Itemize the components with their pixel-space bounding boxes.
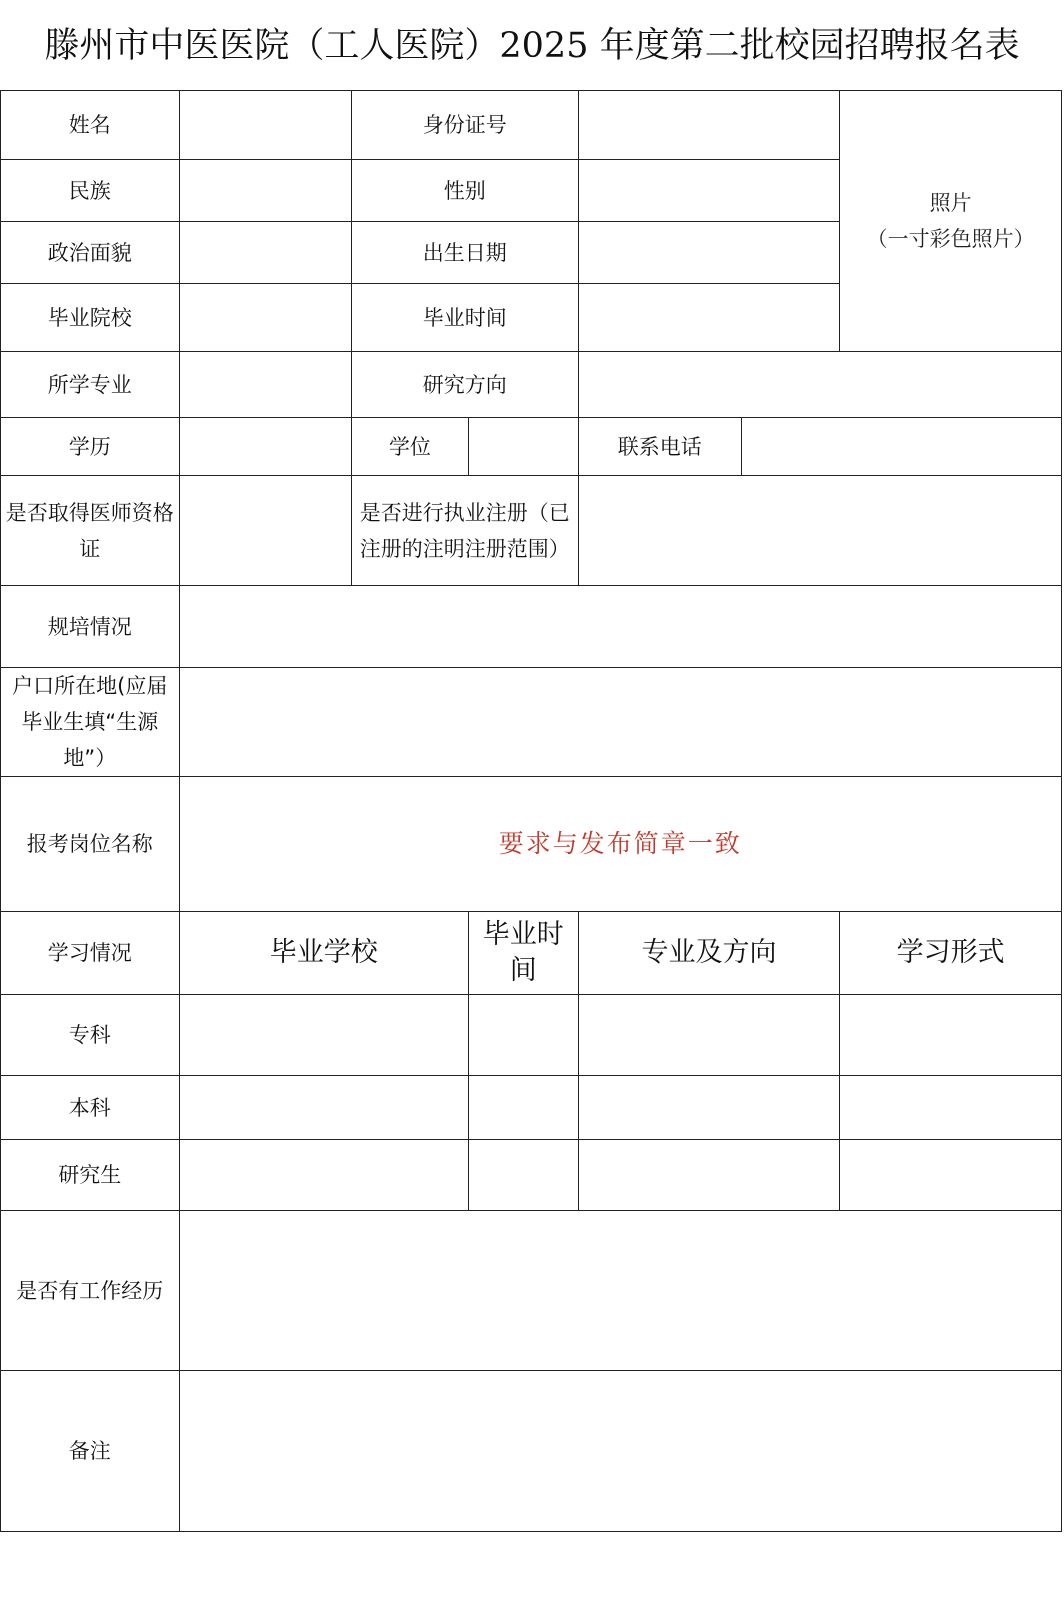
birth-date-field[interactable] [578,222,840,284]
residency-training-label: 规培情况 [1,586,180,668]
junior-college-school-field[interactable] [179,995,468,1076]
political-status-label: 政治面貌 [1,222,180,284]
political-status-field[interactable] [179,222,351,284]
junior-college-label: 专科 [1,995,180,1076]
junior-college-time-field[interactable] [468,995,578,1076]
graduation-time-label: 毕业时间 [351,284,578,352]
name-label: 姓名 [1,91,180,160]
physician-cert-label: 是否取得医师资格证 [1,476,180,586]
graduate-school-label: 毕业院校 [1,284,180,352]
position-applied-label: 报考岗位名称 [1,777,180,912]
ethnicity-label: 民族 [1,160,180,222]
time-column-header: 毕业时间 [468,912,578,995]
form-column-header: 学习形式 [840,912,1062,995]
practice-registration-field[interactable] [578,476,1061,586]
education-field[interactable] [179,418,351,476]
birth-date-label: 出生日期 [351,222,578,284]
undergraduate-major-field[interactable] [578,1076,840,1140]
major-field[interactable] [179,352,351,418]
postgraduate-school-field[interactable] [179,1140,468,1211]
remarks-label: 备注 [1,1371,180,1532]
undergraduate-time-field[interactable] [468,1076,578,1140]
remarks-field[interactable] [179,1371,1061,1532]
physician-cert-field[interactable] [179,476,351,586]
study-history-label: 学习情况 [1,912,180,995]
phone-field[interactable] [741,418,1061,476]
major-column-header: 专业及方向 [578,912,840,995]
undergraduate-label: 本科 [1,1076,180,1140]
graduation-time-field[interactable] [578,284,840,352]
postgraduate-form-field[interactable] [840,1140,1062,1211]
id-number-field[interactable] [578,91,840,160]
ethnicity-field[interactable] [179,160,351,222]
household-registration-field[interactable] [179,668,1061,777]
gender-field[interactable] [578,160,840,222]
junior-college-form-field[interactable] [840,995,1062,1076]
name-field[interactable] [179,91,351,160]
residency-training-field[interactable] [179,586,1061,668]
position-applied-field[interactable]: 要求与发布简章一致 [179,777,1061,912]
household-registration-label: 户口所在地(应届毕业生填“生源地”） [1,668,180,777]
registration-form-table [0,90,1062,1532]
research-direction-label: 研究方向 [351,352,578,418]
school-column-header: 毕业学校 [179,912,468,995]
research-direction-field[interactable] [578,352,1061,418]
gender-label: 性别 [351,160,578,222]
photo-size-note: （一寸彩色照片） [866,227,1035,251]
work-experience-label: 是否有工作经历 [1,1211,180,1371]
graduate-school-field[interactable] [179,284,351,352]
phone-label: 联系电话 [578,418,741,476]
postgraduate-time-field[interactable] [468,1140,578,1211]
education-label: 学历 [1,418,180,476]
major-label: 所学专业 [1,352,180,418]
junior-college-major-field[interactable] [578,995,840,1076]
practice-registration-label: 是否进行执业注册（已注册的注明注册范围） [351,476,578,586]
postgraduate-label: 研究生 [1,1140,180,1211]
degree-field[interactable] [468,418,578,476]
undergraduate-form-field[interactable] [840,1076,1062,1140]
photo-box[interactable] [840,91,1062,352]
degree-label: 学位 [351,418,468,476]
id-number-label: 身份证号 [351,91,578,160]
undergraduate-school-field[interactable] [179,1076,468,1140]
form-title: 滕州市中医医院（工人医院）2025 年度第二批校园招聘报名表 [44,26,1020,66]
work-experience-field[interactable] [179,1211,1061,1371]
postgraduate-major-field[interactable] [578,1140,840,1211]
photo-label: 照片 [929,191,972,215]
